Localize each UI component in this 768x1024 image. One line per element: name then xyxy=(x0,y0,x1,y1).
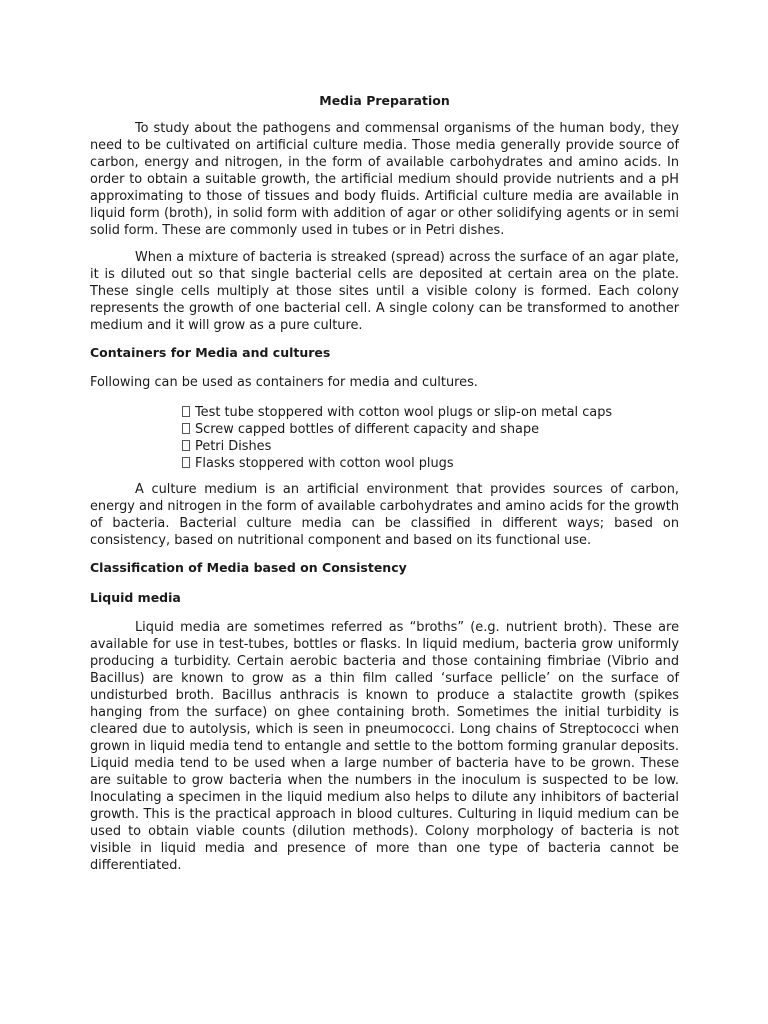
classification-heading: Classification of Media based on Consistency xyxy=(90,560,407,575)
liquid-media-paragraph: Liquid media are sometimes referred as “broths” (e.g. nutrient broth). These are available for use in test-tubes, bottles or flasks. In liquid medium, bacteria grow uniformly producing a turbidity. Certain aerobic bacteria and those containing fimbriae (Vibrio and Bacillus) are known to grow as a thin film called ‘surface pellicle’ on the surface of undisturbed broth. Bacillus anthracis is known to produce a stalactite growth (spikes hanging from the surface) on ghee containing broth. Sometimes the initial turbidity is cleared due to autolysis, which is seen in pneumococci. Long chains of Streptococci when grown in liquid media tend to entangle and settle to the bottom forming granular deposits. Liquid media tend to be used when a large number of bacteria have to be grown. These are suitable to grow bacteria when the numbers in the inoculum is suspected to be low. Inoculating a specimen in the liquid medium also helps to dilute any inhibitors of bacterial growth. This is the practical approach in blood cultures. Culturing in liquid medium can be used to obtain viable counts (dilution methods). Colony morphology of bacteria is not visible in liquid media and presence of more than one type of bacteria cannot be differentiated. xyxy=(90,620,679,873)
missing-glyph-icon xyxy=(182,457,190,468)
list-item-text: Test tube stoppered with cotton wool plugs or slip-on metal caps xyxy=(195,405,613,420)
containers-intro: Following can be used as containers for media and cultures. xyxy=(90,375,478,390)
list-item-text: Flasks stoppered with cotton wool plugs xyxy=(195,456,454,471)
intro-paragraph: To study about the pathogens and commensal organisms of the human body, they need to be cultivated on artificial culture media. Those media generally provide source of carbon, energy and nitrogen, in the form of available carbohydrates and amino acids. In order to obtain a suitable growth, the artificial medium should provide nutrients and a pH approximating to those of tissues and body fluids. Artificial culture media are available in liquid form (broth), in solid form with addition of agar or other solidifying agents or in semi solid form. These are commonly used in tubes or in Petri dishes. xyxy=(90,121,679,238)
list-item xyxy=(182,404,679,421)
culture-medium-paragraph: A culture medium is an artificial environment that provides sources of carbon, energy and nitrogen in the form of available carbohydrates and amino acids for the growth of bacteria. Bacterial culture media can be classified in different ways; based on consistency, based on nutritional component and based on its functional use. xyxy=(90,482,679,548)
streaking-paragraph: When a mixture of bacteria is streaked (spread) across the surface of an agar plate, it is diluted out so that single bacterial cells are deposited at certain area on the plate. These single cells multiply at those sites until a visible colony is formed. Each colony represents the growth of one bacterial cell. A single colony can be transformed to another medium and it will grow as a pure culture. xyxy=(90,250,679,333)
containers-heading: Containers for Media and cultures xyxy=(90,345,331,360)
missing-glyph-icon xyxy=(182,423,190,434)
missing-glyph-icon xyxy=(182,440,190,451)
list-item-text: Screw capped bottles of different capacity and shape xyxy=(195,422,540,437)
containers-list xyxy=(90,404,679,472)
list-item xyxy=(182,438,679,455)
list-item xyxy=(182,455,679,472)
missing-glyph-icon xyxy=(182,406,190,417)
page-title: Media Preparation xyxy=(319,93,450,108)
list-item xyxy=(182,421,679,438)
list-item-text: Petri Dishes xyxy=(195,439,272,454)
liquid-media-heading: Liquid media xyxy=(90,590,181,605)
document-page xyxy=(90,92,679,884)
